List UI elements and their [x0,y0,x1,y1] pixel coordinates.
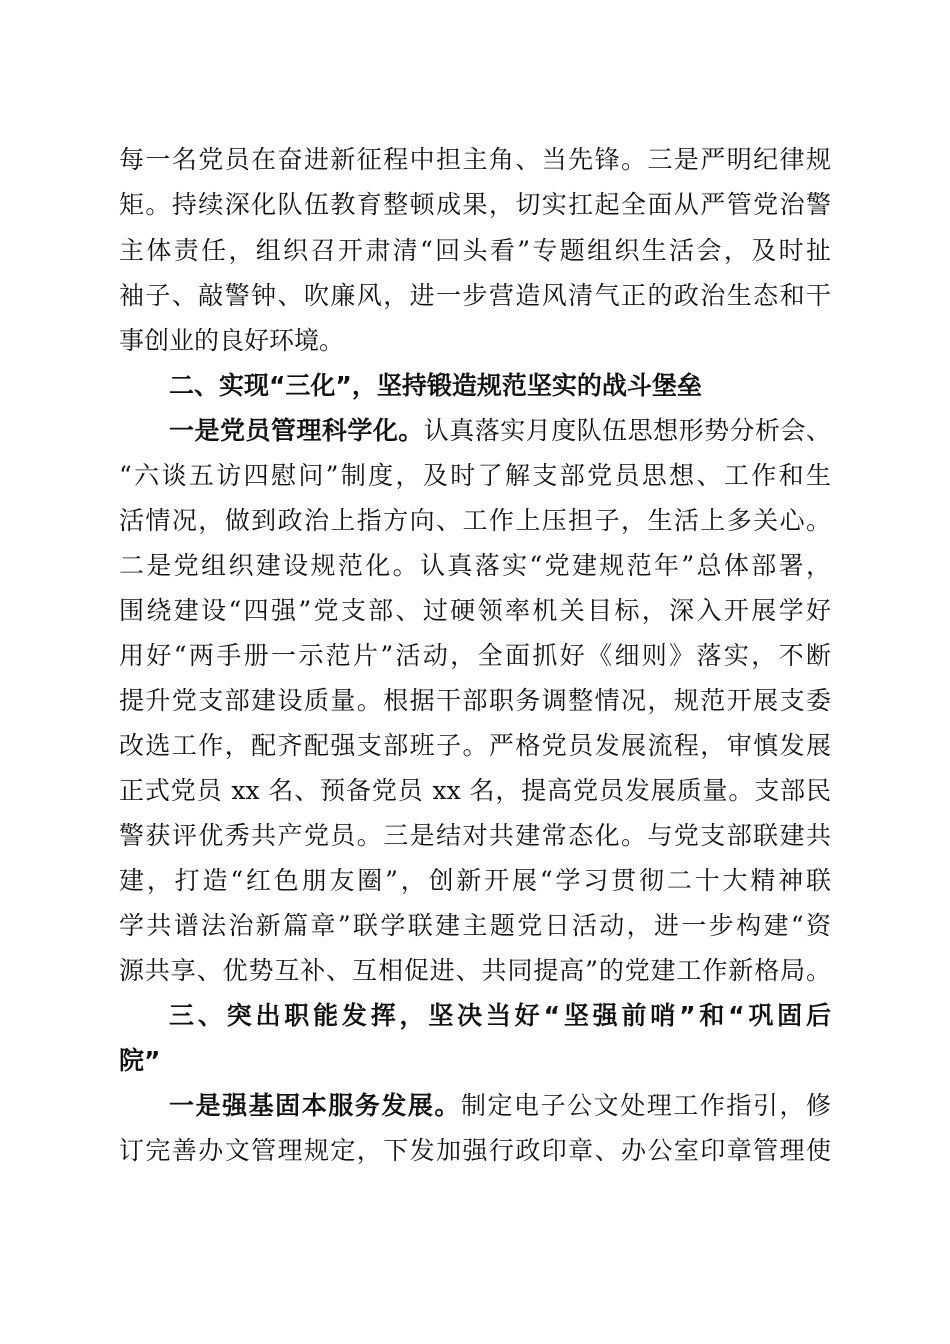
section-heading-3-line-2: 院” [119,1046,161,1075]
paragraph-3-line-2: 订完善办文管理规定，下发加强行政印章、办公室印章管理使 [119,1136,831,1165]
paragraph-3-line-1 [169,1083,831,1128]
paragraph-2-line-8: 改选工作，配齐配强支部班子。严格党员发展流程，审慎发展 [119,731,831,760]
paragraph-1-line-5: 事创业的良好环境。 [119,326,345,355]
paragraph-1-line-1: 每一名党员在奋进新征程中担主角、当先锋。三是严明纪律规 [119,145,831,174]
paragraph-2-line-9: 正式党员 xx 名、预备党员 xx 名，提高党员发展质量。支部民 [119,776,831,805]
paragraph-1-line-2: 矩。持续深化队伍教育整顿成果，切实扛起全面从严管党治警 [119,190,831,219]
paragraph-2-line-1-rest: 认真落实月度队伍思想形势分析会、 [423,416,831,445]
paragraph-1-line-3: 主体责任，组织召开肃清“回头看”专题组织生活会，及时扯 [119,236,831,265]
paragraph-1-line-4: 袖子、敲警钟、吹廉风，进一步营造风清气正的政治生态和干 [119,281,831,310]
paragraph-2-lead: 一是党员管理科学化。 [169,416,424,445]
section-heading-3-line-1: 三、突出职能发挥，坚决当好“坚强前哨”和“巩固后 [169,1001,831,1030]
paragraph-3-lead: 一是强基固本服务发展。 [169,1091,461,1120]
paragraph-2-line-7: 提升党支部建设质量。根据干部职务调整情况，规范开展支委 [119,686,831,715]
paragraph-3-line-1-rest: 制定电子公文处理工作指引，修 [460,1091,831,1120]
paragraph-2-line-11: 建，打造“红色朋友圈”，创新开展“学习贯彻二十大精神联 [119,866,831,895]
paragraph-2-line-12: 学共谱法治新篇章”联学联建主题党日活动，进一步构建“资 [119,911,831,940]
paragraph-2-line-5: 围绕建设“四强”党支部、过硬领率机关目标，深入开展学好 [119,596,831,625]
section-heading-2: 二、实现“三化”，坚持锻造规范坚实的战斗堡垒 [169,371,702,400]
paragraph-2-line-1 [169,408,831,453]
paragraph-2-line-2: “六谈五访四慰问”制度，及时了解支部党员思想、工作和生 [119,461,831,490]
paragraph-2-line-3: 活情况，做到政治上指方向、工作上压担子，生活上多关心。 [119,506,831,535]
paragraph-2-line-10: 警获评优秀共产党员。三是结对共建常态化。与党支部联建共 [119,821,831,850]
paragraph-2-line-6: 用好“两手册一示范片”活动，全面抓好《细则》落实，不断 [119,641,831,670]
paragraph-2-line-4: 二是党组织建设规范化。认真落实“党建规范年”总体部署， [119,551,831,580]
paragraph-2-line-13: 源共享、优势互补、互相促进、共同提高”的党建工作新格局。 [119,956,831,985]
